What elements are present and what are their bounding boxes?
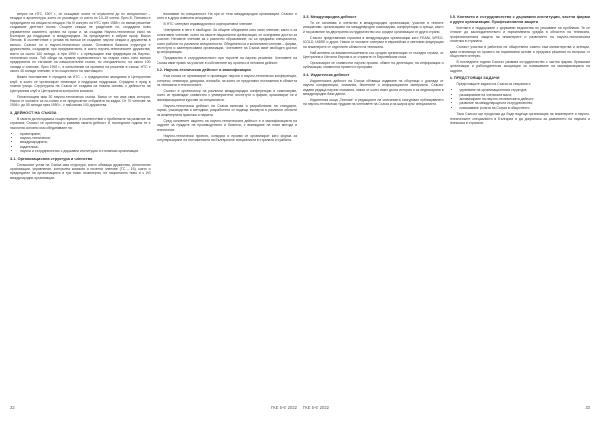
paragraph: В последните години Съюзът развива сътрудничество с частни фирми, браншови организации и работодателски асоциации за повишаване на квалификацията на кадрите. bbox=[449, 60, 590, 73]
paragraph: Тя се основава и членство в международни организации, участие в техните инициативи, организиране на международни симпозиуми, конференции и срещи, както и на развитие на двустранно сътрудничество със сродни организации от други страни. bbox=[303, 21, 444, 34]
section-heading: 3. ДЕЙНОСТ НА СЪЮЗА bbox=[10, 109, 57, 115]
paragraph: Най-активни са взаимоотношенията със сродни организации от съседни страни, от Централна и Източна Европа и от страните от Европейския съюз. bbox=[303, 50, 444, 60]
journal-label: ГКЕ 5-6' 2022 bbox=[303, 404, 329, 410]
right-page bbox=[303, 12, 590, 412]
page-number: 32 bbox=[10, 404, 15, 410]
paragraph: Сред основните акценти на научно-техническата дейност е и квалификацията на кадрите за нуждите на производството и бизнеса, с въвеждане на нови методи и технологии. bbox=[156, 118, 297, 132]
list-item: • международната; bbox=[20, 140, 151, 144]
paragraph: Научно-технически проекти, конкурси и прояви се организират като форма за популяризиране на постиженията на българските специалисти в страната и чужбина. bbox=[156, 133, 297, 142]
paragraph: Организират се съвместни научни прояви, обмен на делегации, на информация и публикации, съвместни проекти и програми. bbox=[303, 61, 444, 70]
page-number: 33 bbox=[585, 404, 590, 410]
right-page-footer bbox=[303, 402, 590, 412]
list-item: • издателска; bbox=[20, 145, 151, 149]
right-page-column-2 bbox=[450, 12, 591, 402]
paragraph: Издателската дейност на Съюза обхваща издаване на сборници с доклади от научни конференции, списания, бюлетини и информационни материали. Съюзът издава редица научни списания, някои от които имат дълга история и са индексирани в международни бази данни. bbox=[303, 78, 444, 97]
paragraph: Контакти и поддържане с държавни ведомства по решаване на проблеми. Те се отнасят до законодателството и нормативната уредба в областта на техниката, професионалната защита на инженерите и развитието на научно-техническата политика в страната. bbox=[449, 26, 590, 44]
list-item: • укрепване на организационната структура; bbox=[460, 88, 591, 92]
section-heading: 3.2. Научно-техническа дейност и квалификация bbox=[156, 67, 251, 73]
paragraph: Членуване в него е свободно. За общите обединени като свои членове, както и за колективни членове, които на своите национални организации, се осигуряват достъп за участие. Неговите членове са с различно образование, но са предимно специалисти, които работят по различни специалности. Обединени са и колективни членове – фирми, институти и заинтересовани организации. Членовете на Съюза имат свободен достъп до информация. bbox=[156, 28, 297, 55]
section-heading: 3.1. Организационна структура и членство bbox=[10, 155, 93, 161]
section-heading: 3.5. Контакти и сътрудничество с държавни институции, частни фирми и други организации. Професионална защита bbox=[449, 14, 590, 24]
paragraph: Така Съюзът ще продължи да бъде водеща организация на инженерите и научно-техническите специалисти в България и да допринася за развитието на науката и техниката в страната. bbox=[449, 112, 590, 126]
paragraph: Съюзът представлява страната в международни организации като FEANI, WFEO, ICOLD, IABSE и други. Някои от съюзите членуват в европейски и световни федерации на инженерите от отделните области на техниката. bbox=[303, 35, 444, 49]
section-heading: 3.3. Международна дейност bbox=[303, 14, 357, 19]
left-page-footer bbox=[10, 402, 297, 412]
paragraph: Предимство е сътрудничеството при търсене на научни решения. Членовете на Съюза имат право на участие в собствените му органи и в неговата дейност. bbox=[156, 56, 297, 65]
paragraph: Сегашният устав на Съюза има структура, която обхваща дружества, регионални организации, управление, контролна комисия и почетни членове (ТС – 16), както и председател на организацията в три нива: инженерни, на национално ниво и с ИЗ международни организации. bbox=[10, 162, 151, 180]
bullet-list bbox=[450, 88, 591, 110]
bullet-list bbox=[10, 132, 151, 154]
list-item: • активизиране на научно-техническата дейност; bbox=[460, 97, 591, 101]
list-item: • развитие на международното сътрудничество; bbox=[460, 101, 591, 105]
paragraph: Към съюза се организират и провеждат научни и научно-технически конференции, конгреси, семинари, дискусии, изложби, на които се представят постижения в областта на техниката и технологиите. bbox=[156, 74, 297, 88]
journal-label: ГКЕ 5-6' 2022 bbox=[271, 404, 297, 410]
paragraph: Издателска къща „Техника“ и редакциите на списанията осигуряват публикуването на научно-технически трудове на членовете на Съюза и на широк кръг специалисти. bbox=[303, 98, 444, 107]
paragraph: възникват по специалност. На при от тези международни организации. Съюзът е член и в други известни асоциации. bbox=[156, 12, 297, 21]
paragraph: Важно постижение е сградата на НТС – с традиционни заседания и Централния клуб, в които се организират семинари и поддържа поддръжка. Сградата е пред в главна улица. Структурата на Съюза се създава на новата основа, с дейността на Централния клуб и Централната контролна комисия. bbox=[10, 75, 151, 93]
paragraph: Научно-техническа дейност на Съюза включва и разработване на стандарти, норми, ръководства и методики, разработени от водещи експерти в различни области на инженерната практика и науката. bbox=[156, 103, 297, 117]
left-page bbox=[10, 12, 297, 412]
right-page-column-1 bbox=[303, 12, 444, 402]
list-item: • проектиране; bbox=[20, 132, 151, 136]
section-heading: 3.4. Издателска дейност bbox=[303, 71, 350, 77]
paragraph: В НТС членуват индивидуални и корпоративни членове. bbox=[163, 22, 253, 27]
section-heading: 4. ПРЕДСТОЯЩИ ЗАДАЧИ bbox=[449, 75, 500, 81]
paragraph: Предстоящите задачи на Съюза са свързани с: bbox=[456, 82, 532, 87]
list-item: • научна и сътрудничество с държавни институции и стопански организации. bbox=[20, 149, 151, 153]
paragraph: Понастоящем има 30 научно-технически съюза. Всеки от тях има своя история. Някои от съюзите са по-голям и се предпочитат отбраната на кадри. От 70 членове на 1906 г. до 50 хиляди през 1990 г., с най-малко 100 дружества. bbox=[10, 94, 151, 108]
left-page-column-2 bbox=[157, 12, 298, 402]
paragraph: Съюзът е организатор на различни международни конференции и симпозиуми, които се провеждат съвместно с университети, институти и фирми, организират се и квалификационни курсове за специалисти. bbox=[156, 89, 297, 102]
list-item: • разширяване на членската маса; bbox=[460, 93, 591, 97]
list-item: • повишаване ролята на Съюза в обществото. bbox=[460, 106, 591, 110]
paragraph: кенрес на НТС, 1907 г., се осъщават опити те отраслени до по специалност – пещари и архитектура, което се ръководят от които по 10–15 члена. През Б. Попович е председател на секция по пещари. На IV конгрес на НТС през 1985 г. се взема решение създаване дезттаст полях. Същите секции не разделяне по, създадени нови управителни комитети, органи на сроки и, за създава Научно-технически съюз на България да поддържат и международни. За председател е избран проф. Васил Пенков. В съответствие с устава на всички се създават научни секции и дружества в всичко. Съюзът си и научно-технически съюзи. Основната базисна структура е дружествата, създадени при предприятията, в която научно-техническите дружества, които са около 100 хиляди, а при 1990 г. с превръщане във федерация на Научно-технически съюз. Той обеди на правна приемственост на стария съюз, като всички предприятия по съгласие на самостоятелни съюзи, по специалности, на около 100 хиляди и членове. През 1992 г., в изпълнение на промени на решение в съюза, НТС с около 45 хиляди членове, и по съществото на настоящото. bbox=[10, 12, 151, 74]
paragraph: Съюзът участва в работата на обществени съвети към министерства и агенции, дава становища по проекти на нормативни актове и предлага решения по въпроси от обществен интерес. bbox=[449, 45, 590, 59]
left-page-column-1 bbox=[10, 12, 151, 402]
list-item: • научно-технически; bbox=[20, 136, 151, 140]
paragraph: В своята дългогодишна съществуване, в съответствие с проблемите на развитие на страната, Съюзът се ориентира и развива своята дейност. В последните години тя е насочена основно към обединяване на: bbox=[10, 116, 151, 130]
